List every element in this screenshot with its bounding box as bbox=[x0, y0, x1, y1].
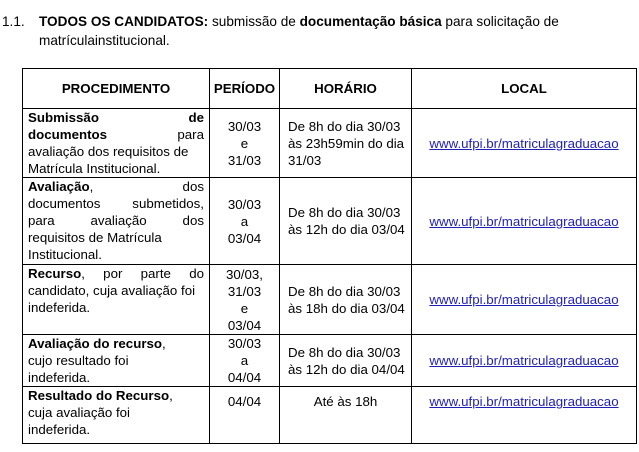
local-link[interactable]: www.ufpi.br/matriculagraduacao bbox=[412, 178, 637, 265]
title-bold-2: documentação básica bbox=[299, 14, 442, 29]
period-line: e bbox=[240, 135, 249, 151]
period-line: 30/03 bbox=[227, 336, 262, 351]
time-cell bbox=[280, 178, 412, 265]
proc-bold: Recurso bbox=[28, 266, 82, 281]
table-row bbox=[23, 109, 637, 178]
local-link[interactable]: www.ufpi.br/matriculagraduacao bbox=[412, 265, 637, 335]
proc-text: , dos bbox=[89, 179, 204, 194]
proc-line: candidato, cuja avaliação foi bbox=[28, 283, 196, 298]
proc-line bbox=[28, 178, 204, 195]
time-line: De 8h do dia 30/03 bbox=[288, 344, 401, 360]
schedule-table bbox=[22, 68, 637, 444]
time-cell bbox=[280, 265, 412, 335]
time-line: De 8h do dia 30/03 bbox=[288, 205, 401, 220]
proc-line: indeferida. bbox=[28, 370, 91, 385]
period-line: 30/03 bbox=[227, 118, 262, 134]
period-cell bbox=[210, 335, 280, 387]
period-cell: 04/04 bbox=[210, 387, 280, 444]
header-periodo: PERÍODO bbox=[210, 69, 280, 109]
period-line: a bbox=[240, 353, 249, 368]
proc-line: indeferida. bbox=[28, 300, 91, 315]
local-link[interactable]: www.ufpi.br/matriculagraduacao bbox=[412, 387, 637, 444]
title-text-1: submissão de bbox=[208, 14, 300, 29]
proc-text: , bbox=[169, 388, 173, 403]
proc-line: requisitos de Matrícula bbox=[28, 230, 162, 245]
proc-line bbox=[28, 265, 204, 282]
time-line: às 18h do dia 03/04 bbox=[288, 300, 405, 316]
period-line: 04/04 bbox=[227, 370, 262, 385]
period-line: 03/04 bbox=[227, 230, 262, 246]
time-line: De 8h do dia 30/03 bbox=[288, 283, 401, 299]
period-cell bbox=[210, 178, 280, 265]
proc-line: para avaliação dos bbox=[28, 213, 204, 228]
proc-bold: Avaliação bbox=[28, 179, 90, 194]
proc-text: , bbox=[162, 336, 166, 351]
proc-bold: documentos bbox=[28, 127, 108, 142]
time-cell bbox=[280, 109, 412, 178]
proc-line: cuja avaliação foi bbox=[28, 405, 131, 420]
header-local: LOCAL bbox=[412, 69, 637, 109]
procedure-cell bbox=[23, 265, 210, 335]
title-text-2: para solicitação de bbox=[441, 14, 559, 29]
time-line: às 12h do dia 04/04 bbox=[288, 361, 405, 377]
time-line: 31/03 bbox=[288, 152, 322, 168]
period-line: 03/04 bbox=[227, 317, 262, 333]
local-link[interactable]: www.ufpi.br/matriculagraduacao bbox=[412, 109, 637, 178]
period-cell bbox=[210, 265, 280, 335]
time-cell: Até às 18h bbox=[280, 387, 412, 444]
time-line: De 8h do dia 30/03 bbox=[288, 118, 401, 134]
period-cell bbox=[210, 109, 280, 178]
period-line: 30/03, bbox=[226, 266, 263, 282]
header-horario: HORÁRIO bbox=[280, 69, 412, 109]
table-row bbox=[23, 387, 637, 444]
procedure-cell bbox=[23, 178, 210, 265]
period-line: 30/03 bbox=[227, 196, 262, 212]
procedure-cell bbox=[23, 335, 210, 387]
table-row bbox=[23, 265, 637, 335]
proc-bold: Avaliação do recurso bbox=[28, 336, 163, 351]
table-header-row bbox=[23, 69, 637, 109]
section-title-line-2: matrículainstitucional. bbox=[39, 33, 170, 48]
proc-text: , por parte do bbox=[81, 266, 204, 281]
title-bold-1: TODOS OS CANDIDATOS: bbox=[39, 14, 209, 29]
proc-line: Matrícula Institucional. bbox=[28, 161, 161, 176]
proc-line bbox=[28, 126, 204, 143]
section-title-line-1 bbox=[39, 12, 559, 31]
proc-line bbox=[28, 387, 204, 404]
time-cell bbox=[280, 335, 412, 387]
proc-text: para bbox=[107, 127, 204, 142]
proc-line: avaliação dos requisitos de bbox=[28, 144, 189, 159]
proc-bold: Resultado do Recurso bbox=[28, 388, 170, 403]
table-row bbox=[23, 335, 637, 387]
header-procedimento: PROCEDIMENTO bbox=[23, 69, 210, 109]
proc-line: indeferida. bbox=[28, 422, 91, 437]
time-line: às 23h59min do dia bbox=[288, 135, 405, 151]
section-number: 1.1. bbox=[2, 14, 25, 29]
proc-line: Institucional. bbox=[28, 247, 102, 262]
procedure-cell bbox=[23, 387, 210, 444]
time-line: às 12h do dia 03/04 bbox=[288, 222, 405, 237]
local-link[interactable]: www.ufpi.br/matriculagraduacao bbox=[412, 335, 637, 387]
proc-line: documentos submetidos, bbox=[28, 196, 204, 211]
table-row bbox=[23, 178, 637, 265]
period-line: 31/03 bbox=[227, 152, 262, 168]
period-line: e bbox=[240, 300, 249, 316]
proc-bold: Submissão de bbox=[28, 110, 204, 125]
procedure-cell bbox=[23, 109, 210, 178]
proc-line: cujo resultado foi bbox=[28, 353, 129, 368]
period-line: a bbox=[240, 213, 249, 229]
period-line: 31/03 bbox=[227, 283, 262, 299]
proc-line bbox=[28, 335, 204, 352]
